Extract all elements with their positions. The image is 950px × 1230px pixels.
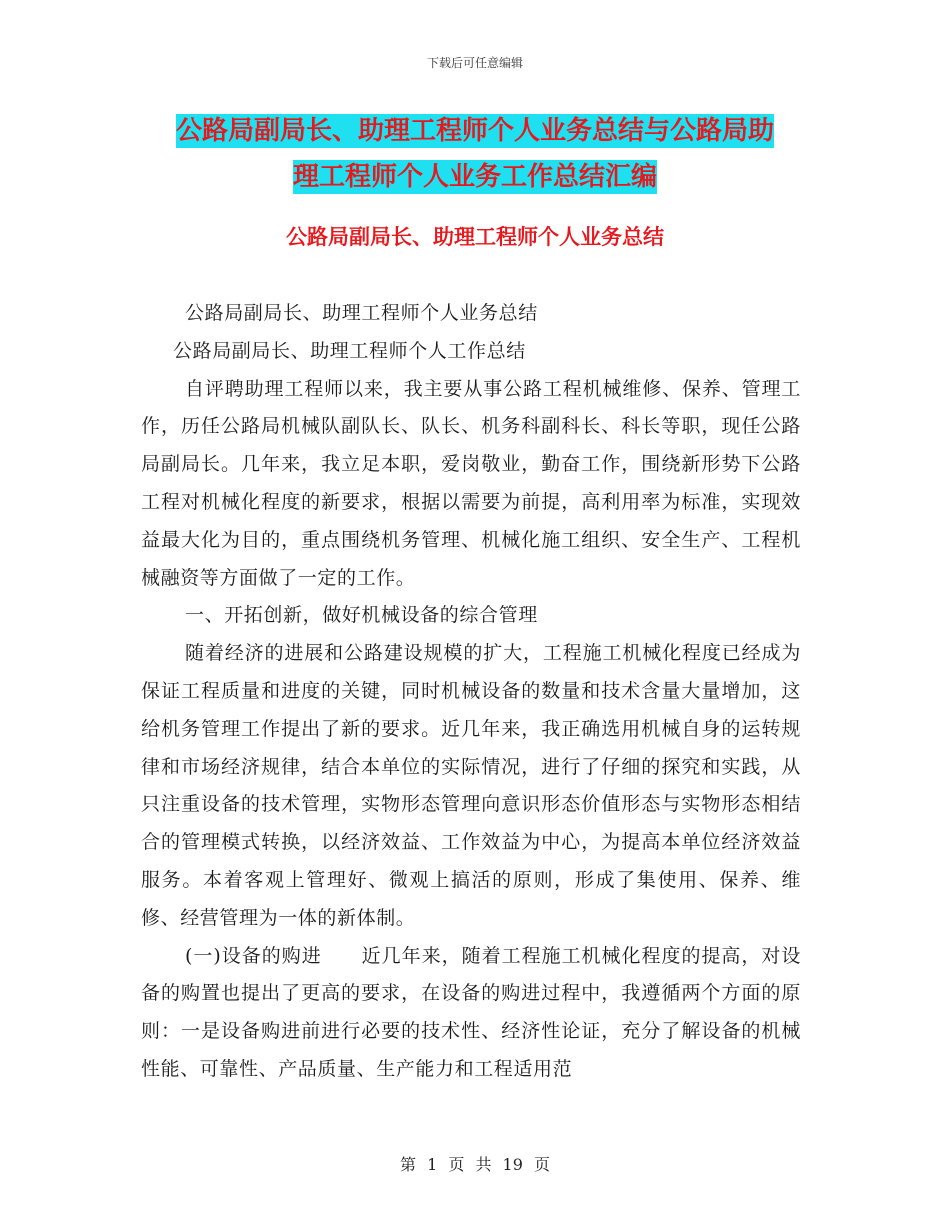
section-title: 公路局副局长、助理工程师个人业务总结 xyxy=(286,225,664,249)
header-note: 下载后可任意编辑 xyxy=(426,56,523,70)
paragraph-3: (一)设备的购进 近几年来，随着工程施工机械化程度的提高，对设备的购置也提出了更高的要求，在设备的购进过程中，我遵循两个方面的原则：一是设备购进前进行必要的技术性、经济性论证，充分了解设备的机械性能、可靠性、产品质量、生产能力和工程适用范 xyxy=(141,944,801,1080)
section-heading: 一、开拓创新，做好机械设备的综合管理 xyxy=(185,604,538,627)
title-line-2: 理工程师个人业务工作总结汇编 xyxy=(292,162,657,192)
paragraph-1: 自评聘助理工程师以来，我主要从事公路工程机械维修、保养、管理工作，历任公路局机械队副队长、队长、机务科副科长、科长等职，现任公路局副局长。几年来，我立足本职，爱岗敬业，勤奋工作，围绕新形势下公路工程对机械化程度的新要求，根据以需要为前提，高利用率为标准，实现效益最大化为目的，重点围绕机务管理、机械化施工组织、安全生产、工程机械融资等方面做了一定的工作。 xyxy=(141,377,801,589)
page-footer: 第 1 页 共 19 页 xyxy=(400,1155,550,1174)
document-body xyxy=(141,295,801,1089)
title-line-1: 公路局副局长、助理工程师个人业务总结与公路局助 xyxy=(175,116,774,146)
document-title xyxy=(140,108,810,200)
paragraph-2: 随着经济的进展和公路建设规模的扩大，工程施工机械化程度已经成为保证工程质量和进度的关键，同时机械设备的数量和技术含量大量增加，这给机务管理工作提出了新的要求。近几年来，我正确选用机械自身的运转规律和市场经济规律，结合本单位的实际情况，进行了仔细的探究和实践，从只注重设备的技术管理，实物形态管理向意识形态价值形态与实物形态相结合的管理模式转换，以经济效益、工作效益为中心，为提高本单位经济效益服务。本着客观上管理好、微观上搞活的原则，形成了集使用、保养、维修、经营管理为一体的新体制。 xyxy=(141,642,801,929)
heading-2: 公路局副局长、助理工程师个人工作总结 xyxy=(173,339,526,362)
heading-1: 公路局副局长、助理工程师个人业务总结 xyxy=(185,302,538,324)
